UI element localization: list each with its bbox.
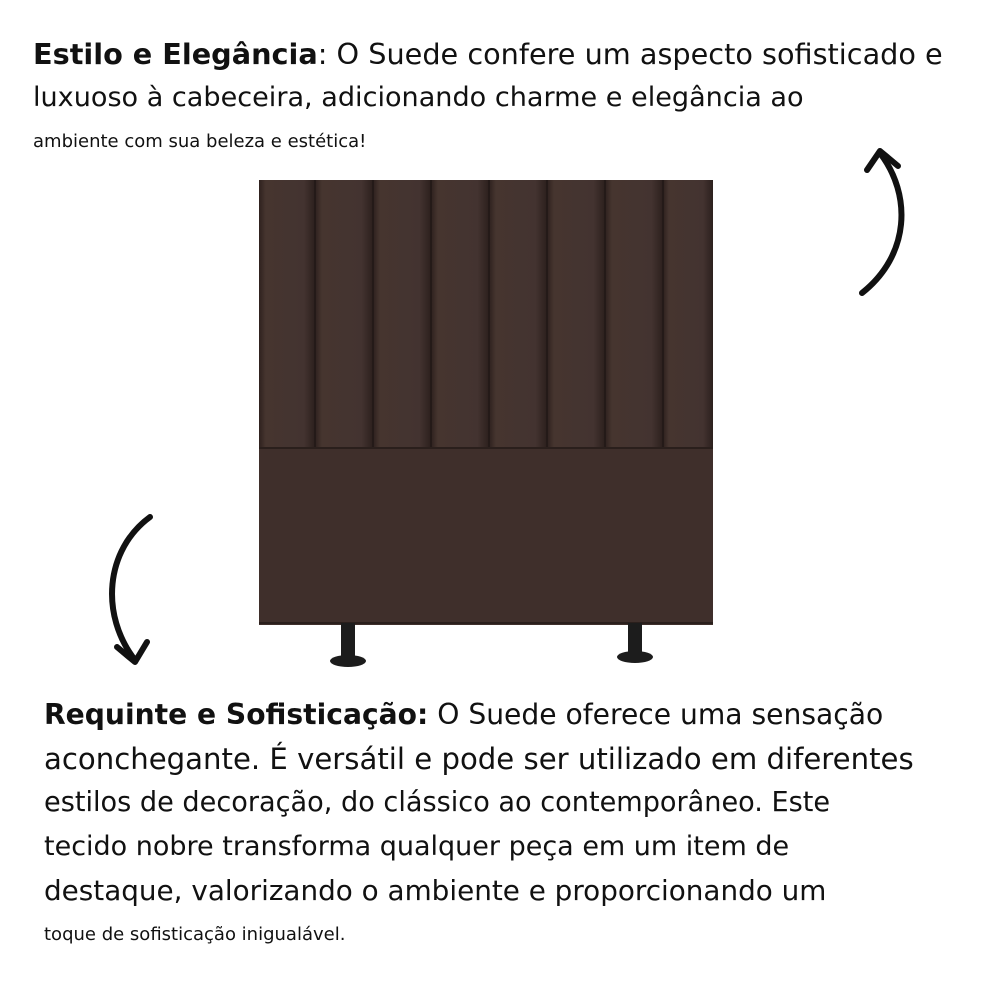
bottom-line-1: Requinte e Sofisticação: O Suede oferece uma sensação	[44, 698, 884, 731]
bottom-line-6: toque de sofisticação inigualável.	[44, 924, 346, 945]
bottom-line-2: aconchegante. É versátil e pode ser utilizado em diferentes	[44, 742, 914, 776]
top-heading: Estilo e Elegância	[33, 37, 318, 71]
top-line-1: Estilo e Elegância: O Suede confere um aspecto sofisticado e	[33, 37, 943, 71]
top-line-3: ambiente com sua beleza e estética!	[33, 131, 367, 152]
headboard-image	[255, 175, 717, 675]
bottom-description	[44, 693, 914, 957]
top-line-2: luxuoso à cabeceira, adicionando charme e elegância ao	[33, 82, 804, 113]
curved-arrow-up-icon	[840, 135, 920, 305]
bottom-line-4: tecido nobre transforma qualquer peça em um item de	[44, 831, 790, 862]
top-description	[33, 32, 943, 164]
bottom-line-5: destaque, valorizando o ambiente e proporcionando um	[44, 874, 827, 907]
curved-arrow-down-icon	[95, 505, 175, 675]
bottom-heading: Requinte e Sofisticação:	[44, 698, 429, 731]
bottom-line-3: estilos de decoração, do clássico ao contemporâneo. Este	[44, 787, 831, 818]
headboard-legs	[330, 623, 653, 667]
headboard-channels	[259, 180, 713, 448]
